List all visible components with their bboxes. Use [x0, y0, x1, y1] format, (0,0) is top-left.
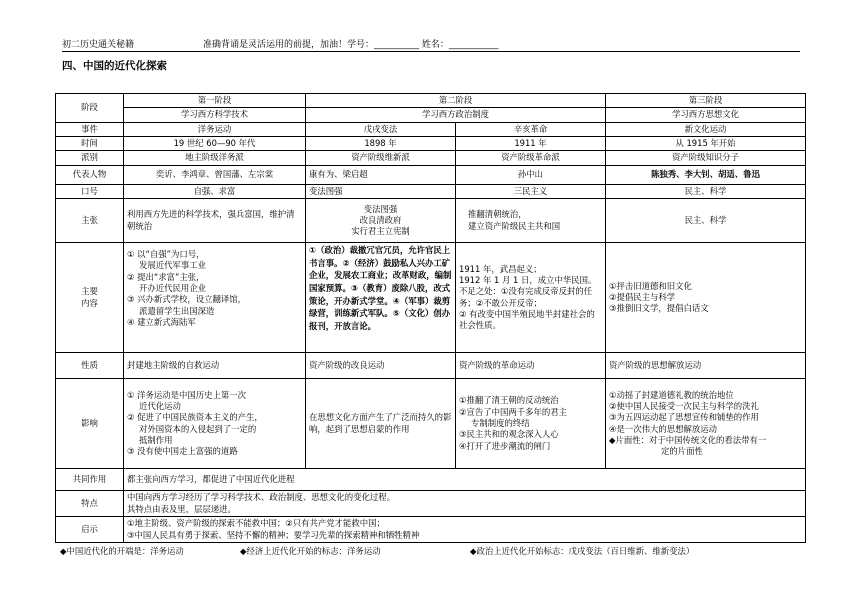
table-row	[56, 151, 806, 165]
cell: 民主、科学	[606, 184, 806, 198]
header-student-info: 准确背诵是灵活运用的前提，加油！学号：__________ 姓名：___________	[203, 40, 499, 50]
cell-line: 不足之处：①没有完成反帝反封的任务；②不敢公开反帝；	[459, 286, 593, 308]
cell: 资产阶级知识分子	[606, 151, 806, 165]
cell-line: 建立资产阶级民主共和国	[468, 220, 561, 231]
cell: 封建地主阶级的自救运动	[124, 353, 306, 379]
row-label-time: 时间	[56, 137, 124, 151]
header-title: 初二历史通关秘籍	[62, 40, 135, 50]
cell-line: ②使中国人民接受一次民主与科学的洗礼	[609, 400, 759, 411]
cell-line: 近代化运动	[139, 400, 181, 411]
cell: 戊戌变法	[306, 122, 456, 136]
row-label-people: 代表人物	[56, 165, 124, 184]
row-label-slogan: 口号	[56, 184, 124, 198]
cell: 民主、科学	[606, 199, 806, 243]
cell-line: ②宣告了中国两千多年的君主	[459, 406, 568, 417]
section-title: 四、中国的近代化探索	[62, 60, 167, 72]
cell-line: ③中国人民具有勇于探索、坚持不懈的精神；要学习先辈的探索精神和牺牲精神	[127, 529, 420, 540]
row-label-line: 主要	[81, 286, 98, 297]
footer-note: ◆政治上近代化开始标志：戊戌变法（百日维新、维新变法）	[470, 546, 695, 556]
table-row	[56, 122, 806, 136]
table-row	[56, 108, 806, 122]
cell-line: 派遣留学生出国深造	[139, 305, 215, 316]
cell: 资产阶级的改良运动	[306, 353, 456, 379]
cell	[606, 243, 806, 353]
row-label-line: 内容	[81, 297, 98, 308]
cell-line: 1912 年 1 月 1 日，成立中华民国。	[459, 274, 597, 285]
row-label-impact: 影响	[56, 379, 124, 469]
cell: 新文化运动	[606, 122, 806, 136]
cell: 三民主义	[456, 184, 606, 198]
cell: 资产阶级的思想解放运动	[606, 353, 806, 379]
cell	[124, 517, 806, 543]
cell-line: 发展近代军事工业	[139, 260, 206, 271]
cell: 资产阶级维新派	[306, 151, 456, 165]
cell-line: 专制制度的终结	[471, 417, 530, 428]
cell: 辛亥革命	[456, 122, 606, 136]
cell: 利用西方先进的科学技术，强兵富国，维护清朝统治	[124, 199, 306, 243]
row-label-feature: 特点	[56, 491, 124, 517]
cell-line: 对外国资本的入侵起到了一定的	[139, 423, 257, 434]
cell: 地主阶级洋务派	[124, 151, 306, 165]
cell-line: ② 提出“求富”主张，	[127, 271, 205, 282]
cell: 从 1915 年开始	[606, 137, 806, 151]
stage-3-theme: 学习西方思想文化	[606, 108, 806, 122]
cell	[124, 379, 306, 469]
stage-2-theme: 学习西方政治制度	[306, 108, 606, 122]
cell-line: ④是一次伟大的思想解放运动	[609, 423, 718, 434]
cell: 奕䜣、李鸿章、曾国藩、左宗棠	[124, 165, 306, 184]
cell	[306, 199, 456, 243]
table-row	[56, 379, 806, 469]
cell-line: 抵制作用	[139, 434, 173, 445]
cell: 康有为、梁启超	[306, 165, 456, 184]
cell-line: ③为五四运动起了思想宣传和铺垫的作用	[609, 412, 759, 423]
cell: 资产阶级革命派	[456, 151, 606, 165]
cell-line: ① 以“自强”为口号，	[127, 249, 205, 260]
cell	[124, 243, 306, 353]
cell-line: ②提倡民主与科学	[609, 291, 676, 302]
cell-line: ④ 建立新式海陆军	[127, 317, 196, 328]
cell-line: 改良清政府	[359, 214, 402, 225]
table-row	[56, 243, 806, 353]
cell: ①（政治）裁撤冗官冗员，允许官民上书言事。②（经济）鼓励私人兴办工矿企业，发展农工商业；改革财政，编制国家预算。③（教育）废除八股，改式策论，开办新式学堂。④（军事）裁剪绿营，训练新式军队。⑤（文化）创办报刊，开放言论。	[306, 243, 456, 353]
cell-line: ③ 兴办新式学校，设立翻译馆，	[127, 294, 247, 305]
row-label-common: 共同作用	[56, 469, 124, 491]
cell-line: 1911 年，武昌起义；	[459, 263, 542, 274]
cell-line: 推翻清朝统治，	[468, 209, 527, 220]
row-label-stage: 阶段	[56, 94, 124, 123]
table-row	[56, 353, 806, 379]
row-label-idea: 主张	[56, 199, 124, 243]
cell-line: 其特点由表及里，层层递进。	[127, 503, 236, 514]
row-label-nature: 性质	[56, 353, 124, 379]
row-label-content	[56, 243, 124, 353]
table-row	[56, 517, 806, 543]
table-row	[56, 199, 806, 243]
cell-line: ① 洋务运动是中国历史上第一次	[127, 389, 247, 400]
cell: 自强、求富	[124, 184, 306, 198]
cell-line: ◆片面性：对于中国传统文化的看法带有一	[609, 434, 767, 445]
table-row	[56, 184, 806, 198]
cell	[456, 243, 606, 353]
cell-line: ② 有改变中国半殖民地半封建社会的社会性质。	[459, 308, 595, 331]
row-label-faction: 派别	[56, 151, 124, 165]
cell-line: ①动摇了封建道德礼教的统治地位	[609, 389, 734, 400]
cell	[456, 199, 606, 243]
cell-line: 中国向西方学习经历了学习科学技术、政治制度、思想文化的变化过程。	[127, 492, 395, 503]
table-row	[56, 469, 806, 491]
stage-1: 第一阶段	[124, 94, 306, 108]
cell: 陈独秀、李大钊、胡适、鲁迅	[606, 165, 806, 184]
table-row	[56, 491, 806, 517]
cell: 孙中山	[456, 165, 606, 184]
cell: 1898 年	[306, 137, 456, 151]
cell: 都主张向西方学习，都促进了中国近代化进程	[124, 469, 806, 491]
cell-line: ①推翻了清王朝的反动统治	[459, 395, 559, 406]
cell	[124, 491, 806, 517]
cell-line: 实行君主立宪制	[351, 226, 410, 237]
stage-3: 第三阶段	[606, 94, 806, 108]
cell-line: 变法图强	[363, 203, 398, 214]
stage-1-theme: 学习西方科学技术	[124, 108, 306, 122]
table-row	[56, 137, 806, 151]
cell-line: ③民主共和的观念深入人心	[459, 429, 559, 440]
footer-note: ◆中国近代化的开端是：洋务运动	[60, 546, 184, 556]
cell: 19 世纪 60—90 年代	[124, 137, 306, 151]
table-row	[56, 165, 806, 184]
page-header	[62, 37, 800, 52]
cell: 资产阶级的革命运动	[456, 353, 606, 379]
cell-line: 开办近代民用企业	[139, 283, 206, 294]
cell	[606, 379, 806, 469]
cell-line: ①抨击旧道德和旧文化	[609, 280, 692, 291]
cell-line: ② 促进了中国民族资本主义的产生，	[127, 412, 263, 423]
cell: 变法图强	[306, 184, 456, 198]
row-label-lesson: 启示	[56, 517, 124, 543]
cell-line: ④打开了进步潮流的闸门	[459, 440, 551, 451]
summary-table	[55, 93, 806, 543]
stage-2: 第二阶段	[306, 94, 606, 108]
cell: 在思想文化方面产生了广泛而持久的影响，起到了思想启蒙的作用	[306, 379, 456, 469]
cell-line: ①地主阶级、资产阶级的探索不能救中国；②只有共产党才能救中国；	[127, 518, 385, 529]
cell-line: 定的片面性	[661, 446, 703, 457]
table-row	[56, 94, 806, 108]
cell-line: ③推倒旧文学，提倡白话文	[609, 303, 709, 314]
row-label-event: 事件	[56, 122, 124, 136]
cell: 洋务运动	[124, 122, 306, 136]
cell: 1911 年	[456, 137, 606, 151]
cell-line: ③ 没有使中国走上富强的道路	[127, 446, 238, 457]
cell	[456, 379, 606, 469]
footer-note: ◆经济上近代化开始的标志：洋务运动	[240, 546, 381, 556]
